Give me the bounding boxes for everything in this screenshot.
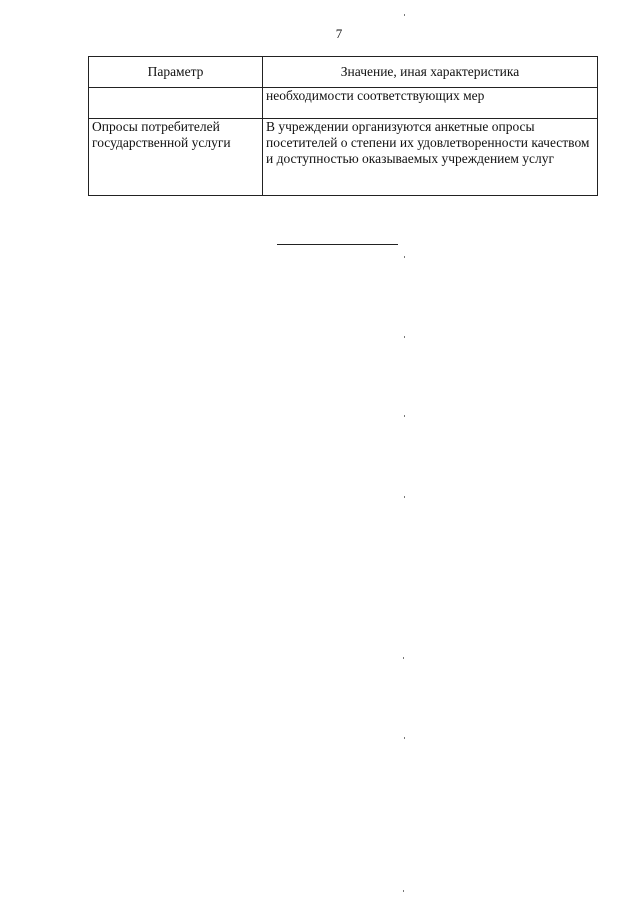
scan-speck xyxy=(404,737,405,739)
scan-speck xyxy=(404,14,405,16)
scan-speck xyxy=(403,890,404,892)
table-cell-param: Опросы потребителей государственной услуги xyxy=(89,119,263,196)
parameter-table xyxy=(88,56,598,196)
scan-speck xyxy=(404,415,405,417)
table-row xyxy=(89,119,598,196)
table-header-row xyxy=(89,57,598,88)
table-cell-param xyxy=(89,88,263,119)
table-cell-value: В учреждении организуются анкетные опросы посетителей о степени их удовлетворенности качеством и доступностью оказываемых учреждением услуг xyxy=(263,119,598,196)
scan-speck xyxy=(403,657,404,659)
header-parameter: Параметр xyxy=(89,57,263,88)
scan-speck xyxy=(404,496,405,498)
scan-speck xyxy=(404,336,405,338)
table-row xyxy=(89,88,598,119)
page-number: 7 xyxy=(335,26,343,41)
header-value: Значение, иная характеристика xyxy=(263,57,598,88)
end-of-document-rule xyxy=(277,244,398,245)
scan-speck xyxy=(404,256,405,258)
table-cell-value: необходимости соответствующих мер xyxy=(263,88,598,119)
